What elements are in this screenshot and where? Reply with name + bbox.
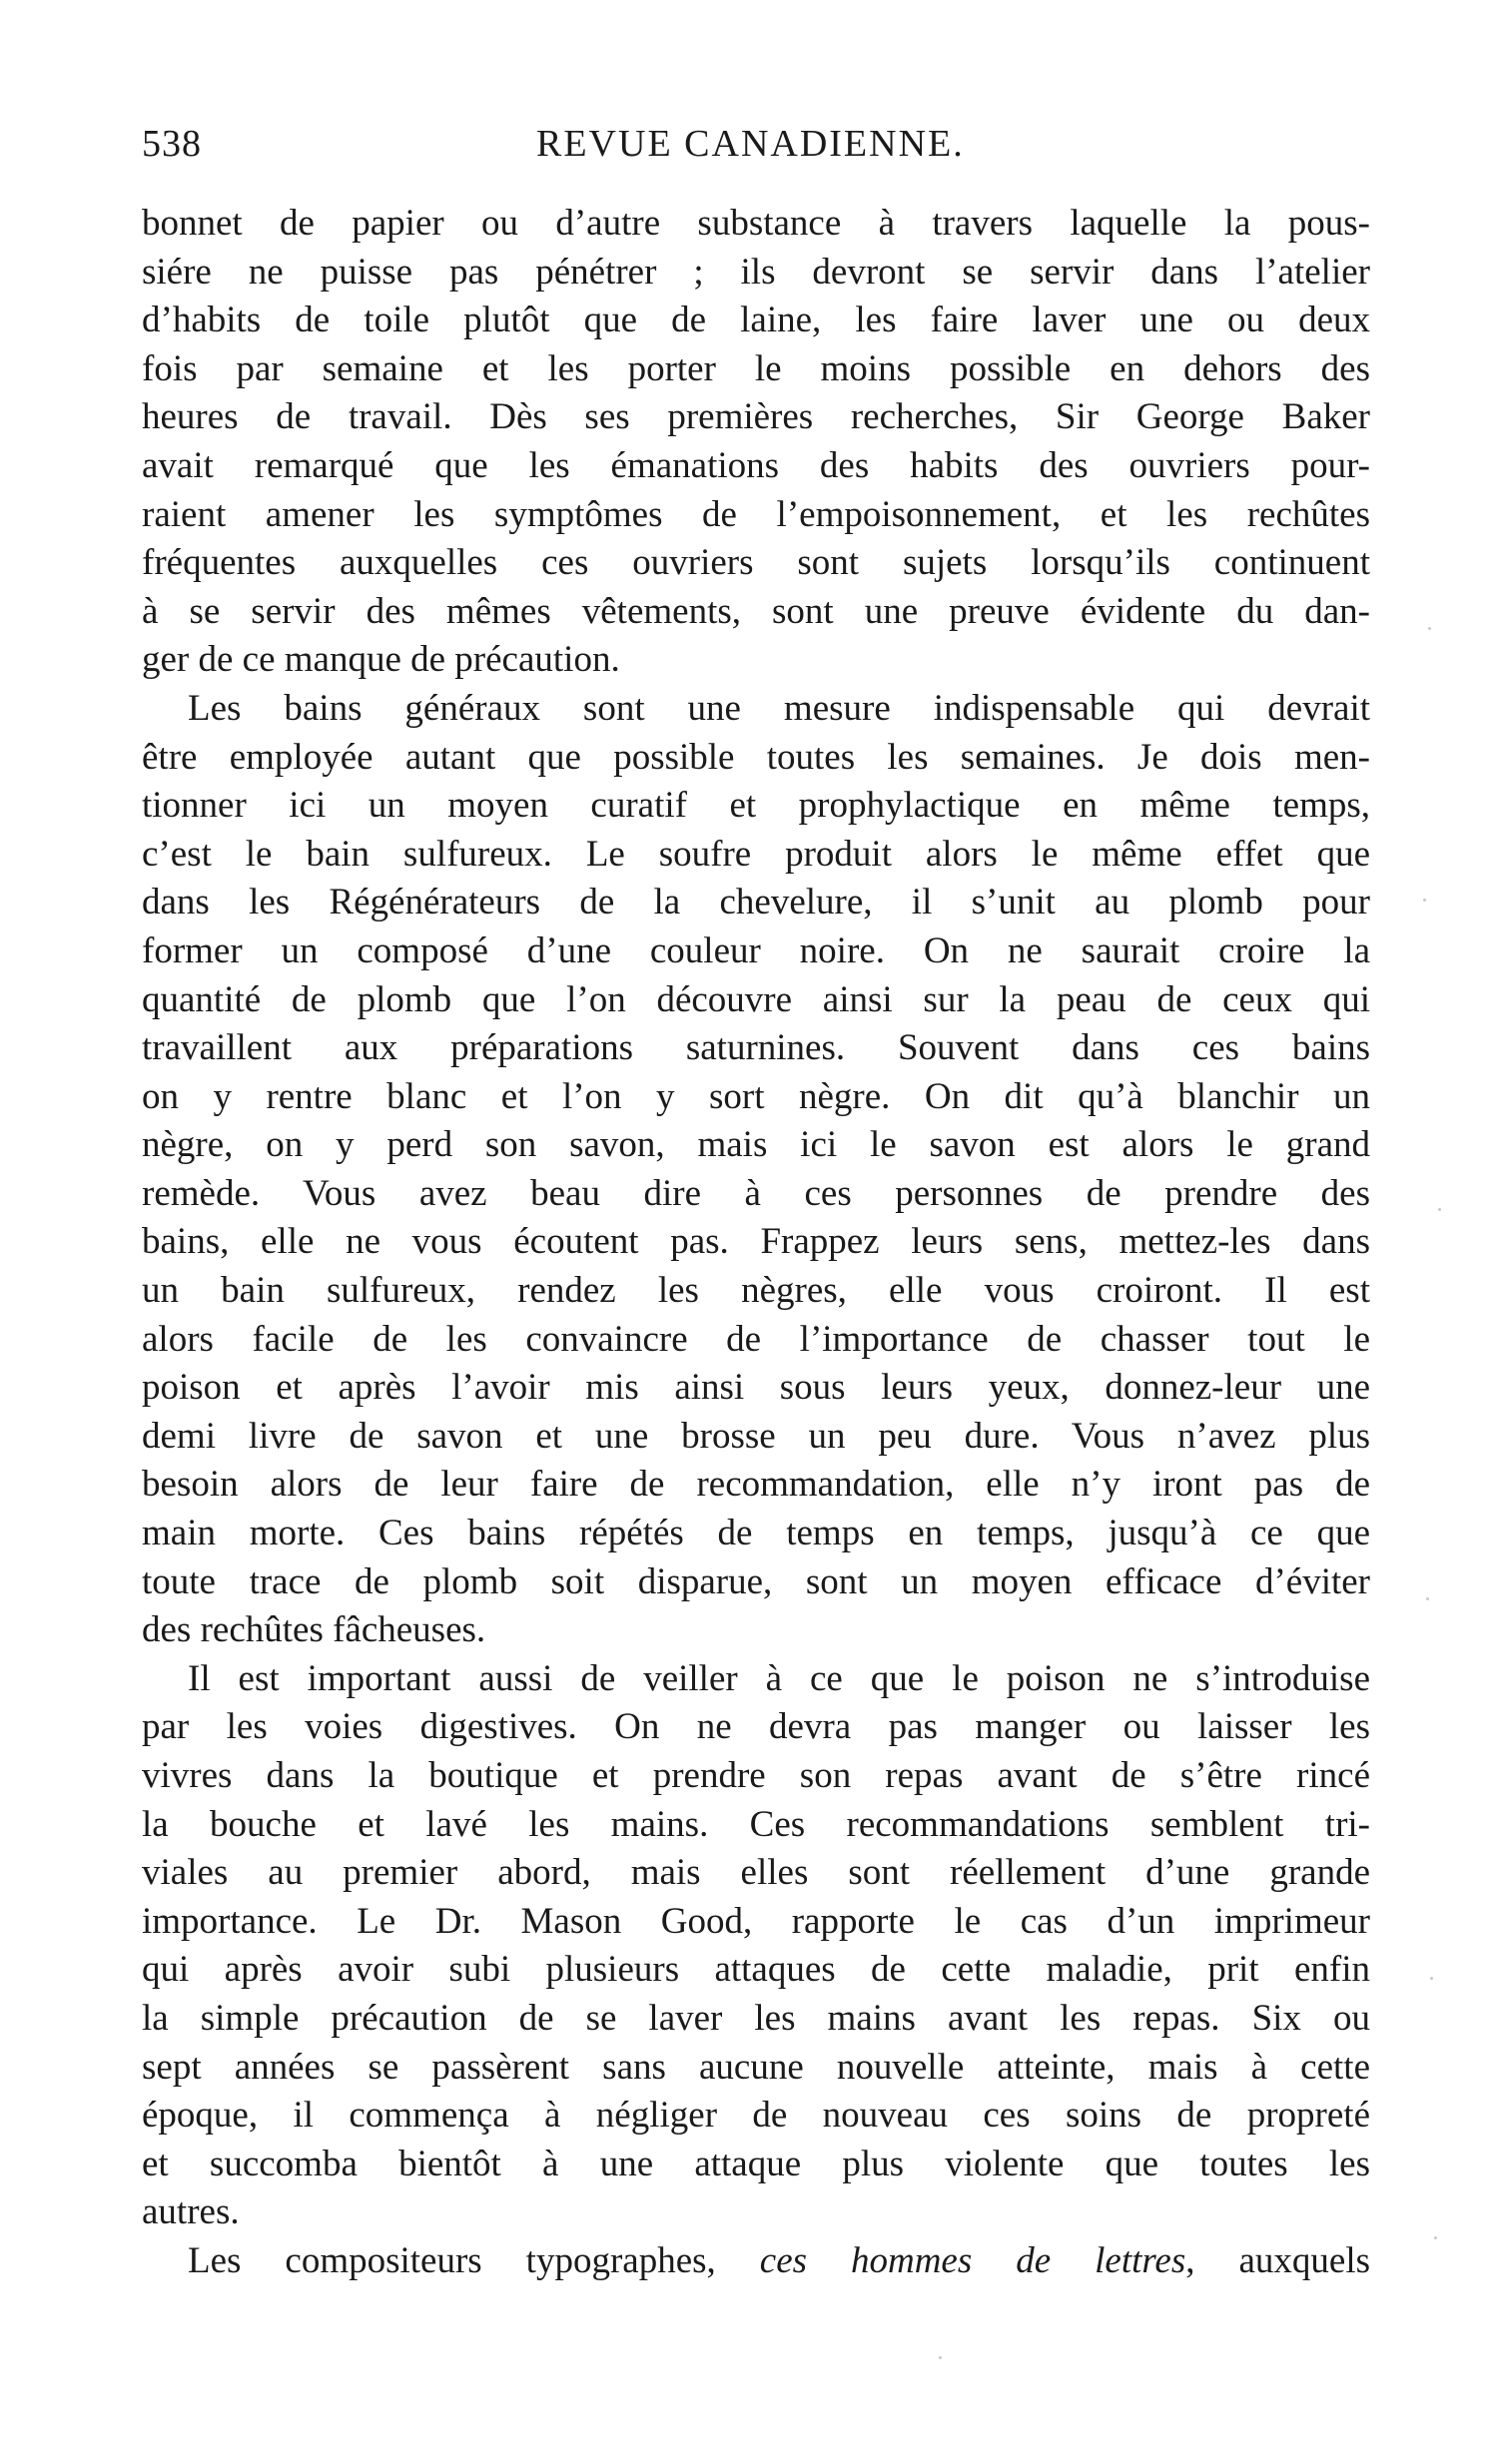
speck	[1430, 1977, 1433, 1980]
text-line: tionner ici un moyen curatif et prophylactique en même temps,	[142, 785, 1370, 827]
text-line: toute trace de plomb soit disparue, sont un moyen efficace d’éviter	[142, 1560, 1370, 1602]
text-line: à se servir des mêmes vêtements, sont une preuve évidente du dan-	[142, 590, 1370, 632]
text-line	[142, 2237, 1370, 2286]
text-line: remède. Vous avez beau dire à ces personnes de prendre des	[142, 1172, 1370, 1214]
text-line: Il est important aussi de veiller à ce que le poison ne s’introduise	[188, 1657, 1370, 1699]
text-line: fréquentes auxquelles ces ouvriers sont sujets lorsqu’ils continuent	[142, 542, 1370, 584]
speck	[1438, 1208, 1441, 1211]
speck	[1423, 899, 1426, 902]
text-line: former un composé d’une couleur noire. On ne saurait croire la	[142, 929, 1370, 971]
text-line: poison et après l’avoir mis ainsi sous leurs yeux, donnez-leur une	[142, 1367, 1370, 1409]
text-line: d’habits de toile plutôt que de laine, les faire laver une ou deux	[142, 300, 1370, 341]
text-line: des rechûtes fâcheuses.	[142, 1609, 486, 1651]
text-line: un bain sulfureux, rendez les nègres, elle vous croiront. Il est	[142, 1270, 1370, 1312]
text-line: viales au premier abord, mais elles sont réellement d’une grande	[142, 1852, 1370, 1894]
text-line: qui après avoir subi plusieurs attaques de cette maladie, prit enfin	[142, 1949, 1370, 1991]
text-line: quantité de plomb que l’on découvre ainsi sur la peau de ceux qui	[142, 978, 1370, 1020]
text-line: on y rentre blanc et l’on y sort nègre. On dit qu’à blanchir un	[142, 1075, 1370, 1117]
text-line: par les voies digestives. On ne devra pas manger ou laisser les	[142, 1706, 1370, 1748]
text-line: siére ne puisse pas pénétrer ; ils devront se servir dans l’atelier	[142, 251, 1370, 293]
text-line: dans les Régénérateurs de la chevelure, il s’unit au plomb pour	[142, 882, 1370, 924]
text-line: la simple précaution de se laver les mains avant les repas. Six ou	[142, 1997, 1370, 2039]
text-run: , auxquels	[1185, 2239, 1371, 2281]
text-line: c’est le bain sulfureux. Le soufre produit alors le même effet que	[142, 833, 1370, 875]
text-line: être employée autant que possible toutes les semaines. Je dois men-	[142, 736, 1370, 778]
text-line: ger de ce manque de précaution.	[142, 639, 620, 681]
text-line: sept années se passèrent sans aucune nouvelle atteinte, mais à cette	[142, 2046, 1370, 2088]
text-line: heures de travail. Dès ses premières recherches, Sir George Baker	[142, 396, 1370, 438]
text-line: avait remarqué que les émanations des habits des ouvriers pour-	[142, 444, 1370, 486]
text-line: vivres dans la boutique et prendre son repas avant de s’être rincé	[142, 1755, 1370, 1796]
journal-title: REVUE CANADIENNE.	[536, 123, 965, 165]
text-line: raient amener les symptômes de l’empoisonnement, et les rechûtes	[142, 493, 1370, 535]
speck	[1428, 627, 1431, 630]
text-line: bains, elle ne vous écoutent pas. Frappez leurs sens, mettez-les dans	[142, 1221, 1370, 1263]
text-line: et succomba bientôt à une attaque plus violente que toutes les	[142, 2143, 1370, 2184]
text-line: main morte. Ces bains répétés de temps en temps, jusqu’à ce que	[142, 1513, 1370, 1554]
text-line: demi livre de savon et une brosse un peu dure. Vous n’avez plus	[142, 1415, 1370, 1457]
text-line: travaillent aux préparations saturnines. Souvent dans ces bains	[142, 1027, 1370, 1069]
text-line: époque, il commença à négliger de nouveau ces soins de propreté	[142, 2095, 1370, 2137]
text-line: la bouche et lavé les mains. Ces recommandations semblent tri-	[142, 1803, 1370, 1845]
text-line: bonnet de papier ou d’autre substance à travers laquelle la pous-	[142, 203, 1370, 244]
text-line: autres.	[142, 2191, 240, 2233]
text-line: Les bains généraux sont une mesure indispensable qui devrait	[188, 687, 1370, 729]
italic-phrase: ces hommes de lettres	[759, 2239, 1186, 2281]
text-line: alors facile de les convaincre de l’importance de chasser tout le	[142, 1318, 1370, 1360]
text-run: Les compositeurs typographes,	[188, 2239, 760, 2281]
speck	[939, 2356, 942, 2359]
text-line: importance. Le Dr. Mason Good, rapporte le cas d’un imprimeur	[142, 1900, 1370, 1942]
running-head	[142, 122, 1370, 172]
text-line: nègre, on y perd son savon, mais ici le savon est alors le grand	[142, 1124, 1370, 1166]
body-text	[142, 200, 1370, 2286]
text-line: besoin alors de leur faire de recommandation, elle n’y iront pas de	[142, 1464, 1370, 1506]
speck	[1434, 2236, 1437, 2239]
page-number: 538	[142, 123, 202, 165]
text-line: fois par semaine et les porter le moins possible en dehors des	[142, 347, 1370, 389]
speck	[1426, 1597, 1429, 1600]
